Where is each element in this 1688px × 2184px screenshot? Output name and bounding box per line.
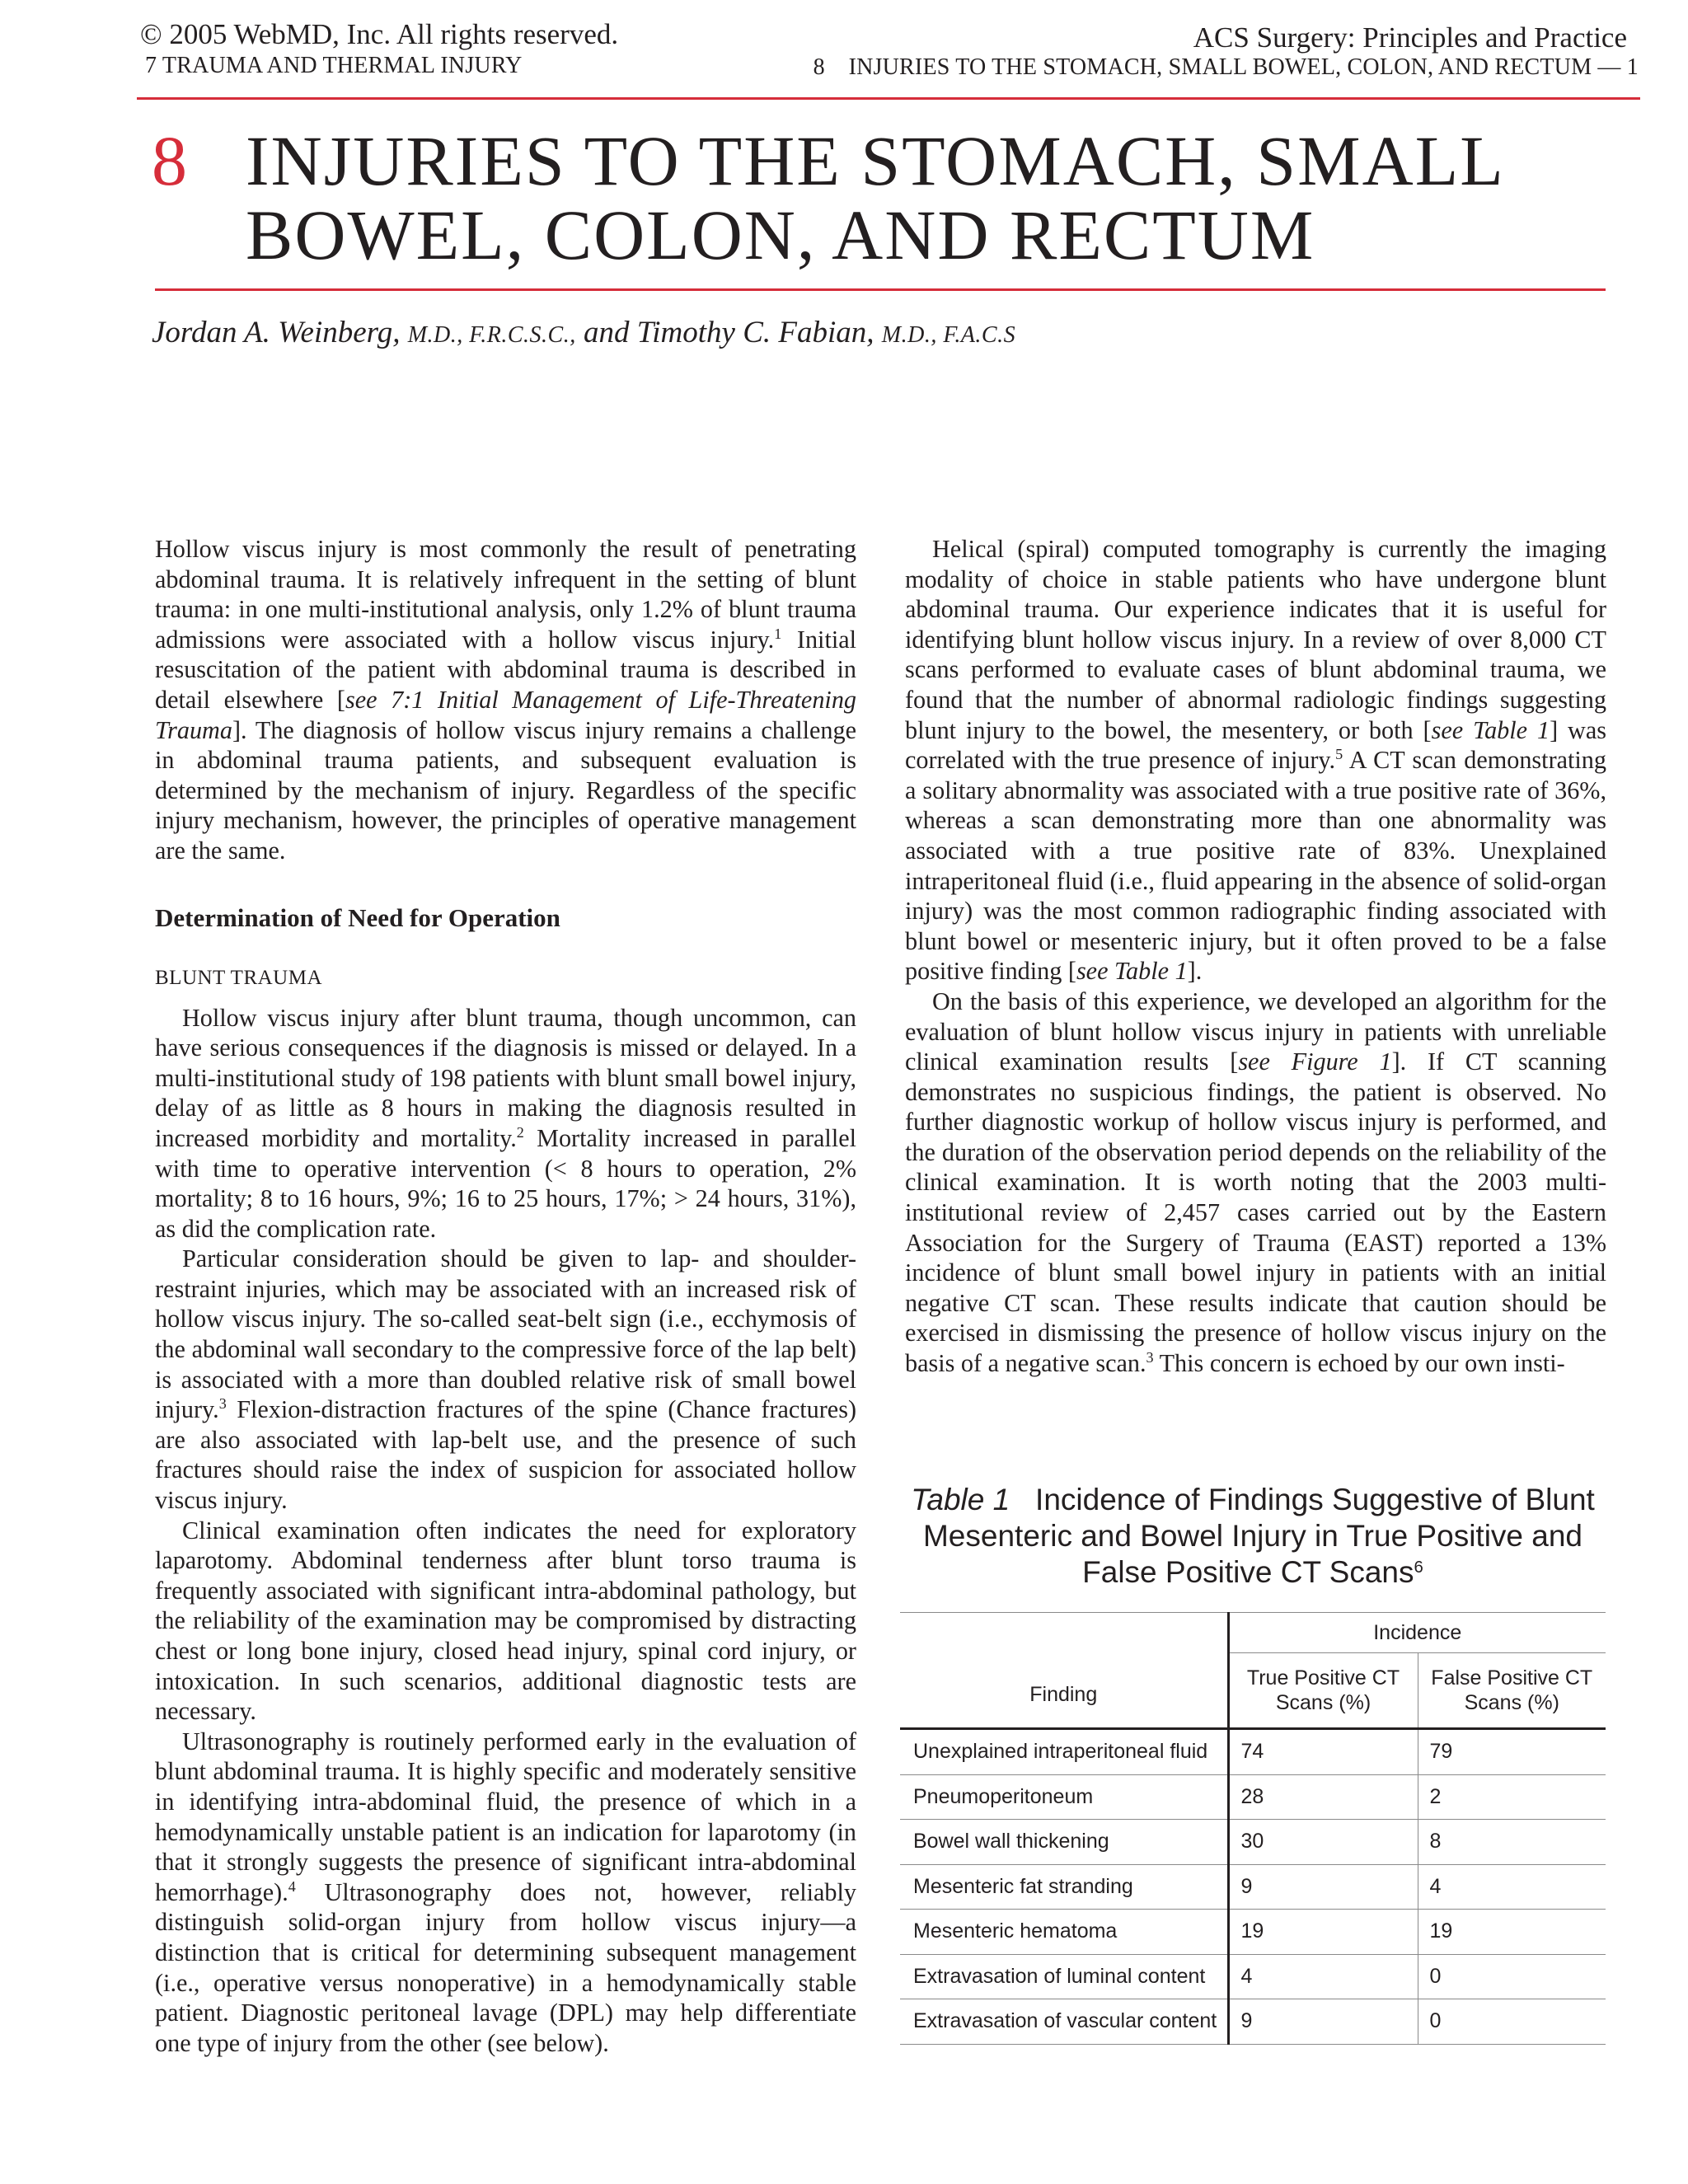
- cell-false-positive: 0: [1418, 1954, 1606, 1999]
- table-1-title: [900, 1482, 1606, 1591]
- author-2-degrees: M.D., F.A.C.S: [881, 322, 1016, 348]
- reference-3-again[interactable]: 3: [1146, 1349, 1154, 1366]
- ct-p2-text-2: ]. If CT scanning demonstrates no suspicious findings, the patient is observed. No further diagnostic workup of hollow viscus injury is performed, and the duration of the observation period depends on the reliability of the clinical examination. It is worth noting that the 2003 multi-institutional review of 2,457 cases carried out by the Eastern Association for the Surgery of Trauma (EAST) reported a 13% incidence of blunt small bowel injury in patients with an initial negative CT scan. These results indicate that caution should be exercised in dismissing the presence of hollow viscus injury on the basis of a negative scan.: [905, 1047, 1607, 1378]
- cell-true-positive: 4: [1228, 1954, 1418, 1999]
- table-row: [900, 1729, 1606, 1775]
- reference-4[interactable]: 4: [288, 1877, 296, 1895]
- table-row: [900, 1820, 1606, 1865]
- author-conjunction: and: [583, 316, 630, 349]
- blunt-p4-text: Ultrasonography is routinely performed early in the evaluation of blunt abdominal trauma. It is highly specific and moderately sensitive in identifying intra-abdominal fluid, the presence of which in a hemodynamically unstable patient is an indication for laparotomy (in that it strongly suggests the presence of significant intra-abdominal hemorrhage).: [155, 1727, 856, 1906]
- table-row: [900, 1954, 1606, 1999]
- cell-false-positive: 2: [1418, 1774, 1606, 1820]
- table-1: [900, 1612, 1606, 2045]
- blunt-p1-text: Hollow viscus injury after blunt trauma, though uncommon, can have serious consequences if the diagnosis is missed or delayed. In a multi-institutional study of 198 patients with blunt small bowel injury, delay of as little as 8 hours in making the diagnosis resulted in increased morbidity and mortality.: [155, 1003, 856, 1152]
- chapter-number: 8: [152, 121, 187, 200]
- book-title: ACS Surgery: Principles and Practice: [1193, 21, 1627, 54]
- ct-paragraph-2: [905, 987, 1606, 1379]
- blunt-paragraph-2: [155, 1244, 856, 1515]
- ct-p2-text-3: This concern is echoed by our own insti-: [1153, 1349, 1565, 1378]
- blunt-p2-text: Particular consideration should be given to lap- and shoulder-restraint injuries, which may be associated with an increased risk of hollow viscus injury. The so-called seat-belt sign (i.e., ecchymosis of the abdominal wall secondary to the compressive force of the lap belt) is associated with a more than doubled relative risk of small bowel injury.: [155, 1244, 856, 1424]
- table-row: [900, 1864, 1606, 1910]
- column-group-incidence: Incidence: [1228, 1613, 1606, 1653]
- title-rule: [155, 288, 1606, 291]
- column-header-false-positive: False Positive CT Scans (%): [1418, 1653, 1606, 1729]
- reference-5[interactable]: 5: [1335, 746, 1343, 763]
- ct-paragraph-1: [905, 534, 1606, 987]
- cell-true-positive: 9: [1228, 1864, 1418, 1910]
- section-heading: Determination of Need for Operation: [155, 902, 560, 932]
- reference-1[interactable]: 1: [774, 625, 782, 642]
- cell-false-positive: 79: [1418, 1729, 1606, 1775]
- reference-2[interactable]: 2: [516, 1124, 524, 1141]
- cell-finding: Mesenteric hematoma: [900, 1910, 1228, 1955]
- see-word: see: [1238, 1047, 1270, 1076]
- xref-figure-1[interactable]: Figure 1: [1291, 1047, 1392, 1076]
- intro-text-3: ]. The diagnosis of hollow viscus injury remains a challenge in abdominal trauma patients, and subsequent evaluation is determined by the mechanism of injury. Regardless of the specific injury mechanism, however, the principles of operative management are the same.: [155, 715, 856, 865]
- left-column: [155, 534, 856, 2058]
- cell-true-positive: 19: [1228, 1910, 1418, 1955]
- cell-true-positive: 9: [1228, 1999, 1418, 2045]
- see-word: see: [345, 685, 377, 714]
- cell-finding: Mesenteric fat stranding: [900, 1864, 1228, 1910]
- table-1-label: Table 1: [911, 1483, 1010, 1516]
- reference-6[interactable]: 6: [1414, 1558, 1423, 1577]
- blunt-paragraph-4: [155, 1727, 856, 2059]
- intro-text-2: Initial resuscitation of the patient with abdominal trauma is described in detail elsewhere [: [155, 625, 856, 714]
- cell-finding: Extravasation of vascular content: [900, 1999, 1228, 2045]
- cell-true-positive: 74: [1228, 1729, 1418, 1775]
- cell-true-positive: 28: [1228, 1774, 1418, 1820]
- column-header-finding: Finding: [900, 1613, 1228, 1729]
- cell-finding: Unexplained intraperitoneal fluid: [900, 1729, 1228, 1775]
- authors: [152, 315, 1015, 350]
- header-rule: [137, 97, 1640, 100]
- blunt-paragraph-3: Clinical examination often indicates the need for exploratory laparotomy. Abdominal tenderness after blunt torso trauma is frequently associated with significant intra-abdominal pathology, but the reliability of the examination may be compromised by distracting chest or long bone injury, closed head injury, spinal cord injury, or intoxication. In such scenarios, additional diagnostic tests are necessary.: [155, 1516, 856, 1726]
- cell-false-positive: 19: [1418, 1910, 1606, 1955]
- cell-true-positive: 30: [1228, 1820, 1418, 1865]
- chapter-title: [246, 121, 1630, 274]
- table-1-body: [900, 1729, 1606, 2045]
- see-word: see: [1076, 957, 1109, 986]
- column-header-true-positive: True Positive CT Scans (%): [1228, 1653, 1418, 1729]
- see-word: see: [1431, 715, 1464, 744]
- xref-table-1-second[interactable]: Table 1: [1114, 957, 1188, 986]
- ct-p1-text-2: ] was correlated with the true presence of injury.: [905, 715, 1607, 775]
- cell-finding: Bowel wall thickening: [900, 1820, 1228, 1865]
- cell-false-positive: 8: [1418, 1820, 1606, 1865]
- chapter-running-head: 8 INJURIES TO THE STOMACH, SMALL BOWEL, COLON, AND RECTUM — 1: [813, 54, 1639, 80]
- blunt-p4-text-2: Ultrasonography does not, however, reliably distinguish solid-organ injury from hollow viscus injury—a distinction that is critical for determining subsequent management (i.e., operative versus nonoperative) in a hemodynamically stable patient. Diagnostic peritoneal lavage (DPL) may help differentiate one type of injury from the other (see below).: [155, 1877, 856, 2057]
- section-running-head: 7 TRAUMA AND THERMAL INJURY: [145, 53, 523, 78]
- table-row: [900, 1774, 1606, 1820]
- cell-finding: Pneumoperitoneum: [900, 1774, 1228, 1820]
- author-2: Timothy C. Fabian,: [636, 316, 874, 349]
- xref-initial-management[interactable]: 7:1 Initial Management of Life-Threatening Trauma: [155, 685, 857, 744]
- copyright-notice: © 2005 WebMD, Inc. All rights reserved.: [140, 18, 619, 50]
- chapter-title-line-2: BOWEL, COLON, AND RECTUM: [246, 195, 1315, 274]
- subsection-heading: BLUNT TRAUMA: [155, 966, 323, 989]
- reference-3[interactable]: 3: [218, 1395, 227, 1413]
- ct-p2-text: On the basis of this experience, we developed an algorithm for the evaluation of blunt hollow viscus injury in patients with unreliable clinical examination results [: [905, 987, 1606, 1076]
- xref-table-1[interactable]: Table 1: [1473, 715, 1550, 744]
- intro-paragraph: [155, 534, 856, 866]
- author-1-degrees: M.D., F.R.C.S.C.,: [407, 322, 576, 348]
- ct-p1-text-3: A CT scan demonstrating a solitary abnormality was associated with a true positive rate of 36%, whereas a scan demonstrating more than one abnormality was associated with a true positive rate of 83%. Unexplained intraperitoneal fluid (i.e., fluid appearing in the absence of solid-organ injury) was the most common radiographic finding associated with blunt bowel or mesenteric injury, but it often proved to be a false positive finding [: [905, 746, 1606, 986]
- blunt-p2-text-2: Flexion-distraction fractures of the spine (Chance fractures) are also associated with lap-belt use, and the presence of such fractures should raise the index of suspicion for associated hollow viscus injury.: [155, 1395, 856, 1515]
- chapter-title-line-1: INJURIES TO THE STOMACH, SMALL: [246, 121, 1505, 200]
- blunt-p1-text-2: Mortality increased in parallel with time to operative intervention (< 8 hours to operation, 2% mortality; 8 to 16 hours, 9%; 16 to 25 hours, 17%; > 24 hours, 31%), as did the complication rate.: [155, 1123, 856, 1243]
- intro-text-1: Hollow viscus injury is most commonly the result of penetrating abdominal trauma. It is relatively infrequent in the setting of blunt trauma: in one multi-institutional analysis, only 1.2% of blunt trauma admissions were associated with a hollow viscus injury.: [155, 535, 856, 654]
- cell-false-positive: 0: [1418, 1999, 1606, 2045]
- ct-p1-text: Helical (spiral) computed tomography is currently the imaging modality of choice in stable patients who have undergone blunt abdominal trauma. Our experience indicates that it is useful for identifying blunt hollow viscus injury. In a review of over 8,000 CT scans performed to evaluate cases of blunt abdominal trauma, we found that the number of abnormal radiologic findings suggesting blunt injury to the bowel, the mesentery, or both [: [905, 535, 1606, 744]
- ct-p1-text-4: ].: [1187, 957, 1203, 986]
- table-1-caption: Incidence of Findings Suggestive of Blunt Mesenteric and Bowel Injury in True Positive and False Positive CT Scans: [922, 1483, 1595, 1589]
- table-row: [900, 1999, 1606, 2045]
- blunt-paragraph-1: [155, 1003, 856, 1244]
- table-row: [900, 1910, 1606, 1955]
- cell-false-positive: 4: [1418, 1864, 1606, 1910]
- author-1: Jordan A. Weinberg,: [152, 316, 401, 349]
- right-column: [905, 534, 1606, 1379]
- cell-finding: Extravasation of luminal content: [900, 1954, 1228, 1999]
